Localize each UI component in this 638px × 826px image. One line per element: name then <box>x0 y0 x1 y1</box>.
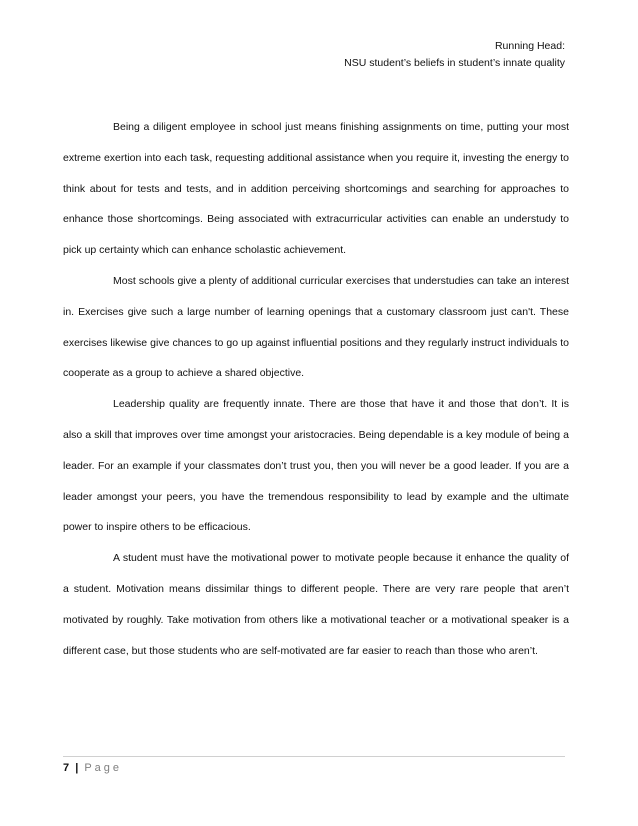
page-footer <box>63 756 565 775</box>
footer-text <box>63 761 565 775</box>
running-head-title: NSU student’s beliefs in student’s innate quality <box>344 57 565 69</box>
paragraph-extracurricular: Most schools give a plenty of additional curricular exercises that understudies can take an interest in. Exercises give such a large number of learning openings that a customary classroom just can't. These exercises likewise give chances to go up against influential positions and they regularly instruct individuals to cooperate as a group to achieve a shared objective. <box>63 274 569 380</box>
body-text <box>63 112 569 666</box>
page-label: Page <box>84 762 123 774</box>
paragraph-diligent-employee: Being a diligent employee in school just means finishing assignments on time, putting your most extreme exertion into each task, requesting additional assistance when you require it, investing the energy to think about for tests and tests, and in addition perceiving shortcomings and searching for approaches to enhance those shortcomings. Being associated with extracurricular activities can enable an understudy to pick up certainty which can enhance scholastic achievement. <box>63 121 569 257</box>
footer-divider <box>63 756 565 757</box>
running-head-label: Running Head: <box>494 40 565 52</box>
page-number: 7 <box>63 762 70 774</box>
paragraph-motivation: A student must have the motivational power to motivate people because it enhance the quality of a student. Motivation means dissimilar things to different people. There are very rare people that aren’t motivated by roughly. Take motivation from others like a motivational teacher or a motivational speaker is a different case, but those students who are self-motivated are far easier to reach than those who aren’t. <box>63 552 569 657</box>
running-head <box>344 38 565 72</box>
footer-separator: | <box>75 762 79 774</box>
paragraph-leadership: Leadership quality are frequently innate. There are those that have it and those that don’t. It is also a skill that improves over time amongst your aristocracies. Being dependable is a key module of being a leader. For an example if your classmates don’t trust you, then you will never be a good leader. If you are a leader amongst your peers, you have the tremendous responsibility to lead by example and the ultimate power to inspire others to be efficacious. <box>63 398 569 534</box>
